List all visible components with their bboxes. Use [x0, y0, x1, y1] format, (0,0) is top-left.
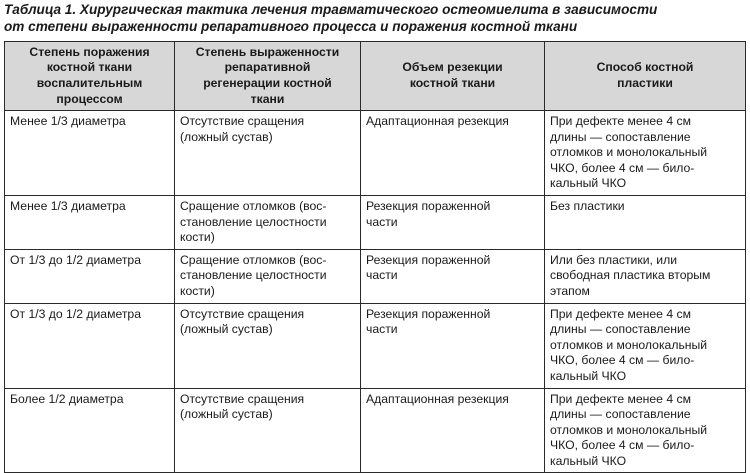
cell-line: становление целостности: [180, 268, 327, 283]
cell-line: Адаптационная резекция: [366, 391, 509, 406]
header-line: Объем резекции: [402, 60, 503, 75]
cell-line: Отсутствие сращения: [180, 114, 305, 128]
table-header-row: [5, 42, 746, 111]
cell-line: (ложный сустав): [180, 322, 273, 337]
surgical-tactics-table: [4, 41, 746, 473]
cell-line: (ложный сустав): [180, 407, 273, 422]
header-line: Степень выраженности: [195, 44, 340, 59]
cell-line: свободная пластика вторым: [550, 268, 711, 283]
cell-line: Более 1/2 диаметра: [10, 391, 124, 406]
header-lesion-degree: [5, 42, 175, 111]
cell-resection: [361, 303, 545, 388]
cell-line: Резекция пораженной: [366, 306, 491, 321]
cell-line: отломков и монолокальный: [550, 422, 708, 437]
cell-line: Отсутствие сращения: [180, 306, 305, 321]
cell-line: От 1/3 до 1/2 диаметра: [10, 306, 141, 321]
cell-line: (ложный сустав): [180, 129, 273, 144]
cell-line: Без пластики: [550, 198, 625, 213]
cell-line: Сращение отломков (вос-: [180, 252, 327, 267]
cell-line: Менее 1/3 диаметра: [10, 114, 126, 128]
header-regeneration-degree: [175, 42, 361, 111]
cell-plasty: [545, 111, 746, 196]
cell-line: Менее 1/3 диаметра: [10, 198, 126, 213]
cell-plasty: [545, 303, 746, 388]
cell-line: части: [366, 214, 398, 229]
cell-line: длины — сопоставление: [550, 407, 691, 422]
header-line: Способ костной: [596, 60, 694, 75]
table-row: [5, 195, 746, 249]
cell-resection: [361, 195, 545, 249]
cell-line: кости): [180, 230, 215, 245]
table-row: [5, 249, 746, 303]
cell-plasty: [545, 388, 746, 473]
cell-regeneration: [175, 388, 361, 473]
cell-line: части: [366, 322, 398, 337]
cell-lesion-degree: [5, 249, 175, 303]
cell-line: Резекция пораженной: [366, 252, 491, 267]
cell-line: отломков и монолокальный: [550, 337, 708, 352]
cell-line: При дефекте менее 4 см: [550, 391, 691, 406]
header-line: воспалительным: [36, 76, 143, 90]
cell-resection: [361, 249, 545, 303]
header-line: регенерации костной: [203, 76, 332, 90]
cell-regeneration: [175, 303, 361, 388]
cell-line: кальный ЧКО: [550, 368, 627, 383]
header-line: костной ткани: [409, 76, 496, 90]
cell-regeneration: [175, 111, 361, 196]
cell-line: кальный ЧКО: [550, 176, 627, 191]
cell-line: длины — сопоставление: [550, 129, 691, 144]
cell-line: Резекция пораженной: [366, 198, 491, 213]
cell-regeneration: [175, 195, 361, 249]
cell-line: длины — сопоставление: [550, 322, 691, 337]
header-plasty-method: [545, 42, 746, 111]
header-line: пластики: [617, 76, 673, 90]
cell-line: кости): [180, 283, 215, 298]
cell-lesion-degree: [5, 388, 175, 473]
cell-line: При дефекте менее 4 см: [550, 306, 691, 321]
cell-lesion-degree: [5, 195, 175, 249]
cell-lesion-degree: [5, 303, 175, 388]
cell-regeneration: [175, 249, 361, 303]
table-caption: [4, 1, 746, 35]
cell-line: Адаптационная резекция: [366, 114, 509, 128]
header-line: репаративной: [224, 60, 311, 75]
cell-line: ЧКО, более 4 см — било-: [550, 353, 695, 368]
header-line: процессом: [56, 91, 123, 106]
cell-line: становление целостности: [180, 214, 327, 229]
cell-resection: [361, 388, 545, 473]
cell-line: ЧКО, более 4 см — било-: [550, 160, 695, 175]
cell-line: Отсутствие сращения: [180, 391, 305, 406]
cell-line: части: [366, 268, 398, 283]
cell-lesion-degree: [5, 111, 175, 196]
table-row: [5, 111, 746, 196]
cell-line: Или без пластики, или: [550, 252, 678, 267]
cell-line: ЧКО, более 4 см — било-: [550, 438, 695, 453]
header-line: костной ткани: [46, 60, 133, 75]
cell-line: При дефекте менее 4 см: [550, 114, 691, 128]
cell-line: этапом: [550, 283, 590, 298]
cell-line: Сращение отломков (вос-: [180, 198, 327, 213]
cell-line: От 1/3 до 1/2 диаметра: [10, 252, 141, 267]
cell-line: кальный ЧКО: [550, 453, 627, 468]
header-resection-volume: [361, 42, 545, 111]
header-line: ткани: [250, 91, 285, 106]
caption-line: Таблица 1. Хирургическая тактика лечения травматического остеомиелита в зависимости: [4, 2, 658, 17]
cell-line: отломков и монолокальный: [550, 145, 708, 160]
cell-resection: [361, 111, 545, 196]
cell-plasty: [545, 249, 746, 303]
table-row: [5, 303, 746, 388]
cell-plasty: [545, 195, 746, 249]
table-row: [5, 388, 746, 473]
header-line: Степень поражения: [29, 44, 150, 59]
caption-line: от степени выраженности репаративного процесса и поражения костной ткани: [4, 19, 578, 34]
